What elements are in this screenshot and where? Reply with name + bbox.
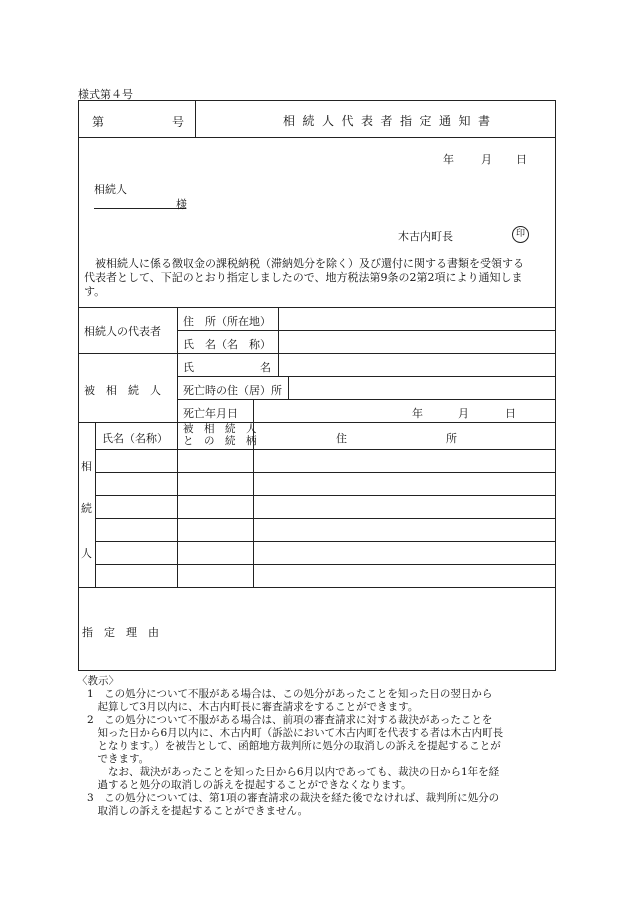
addressee-honorific: 様	[176, 198, 187, 211]
representative-name-label: 氏 名（名 称）	[183, 338, 271, 351]
death-date-month: 月	[458, 407, 469, 420]
deceased-residence-label: 死亡時の住（居）所	[183, 384, 282, 397]
heirs-label-3: 人	[81, 547, 92, 560]
heirs-col-address: 住 所	[336, 432, 457, 445]
instruction-1-line-1: 1 この処分について不服がある場合は、この処分があったことを知った日の翌日から	[87, 688, 493, 700]
death-date-year: 年	[412, 407, 423, 420]
instruction-2-line-3: となります。）を被告として、函館地方裁判所に処分の取消しの訴えを提起することが	[87, 740, 501, 752]
reason-label: 指 定 理 由	[82, 626, 159, 639]
death-date-label: 死亡年月日	[183, 407, 238, 420]
instruction-3-line-2: 取消しの訴えを提起することができません。	[87, 805, 309, 817]
representative-label: 相続人の代表者	[84, 325, 161, 338]
instructions-title: 〈教示〉	[77, 675, 119, 687]
instruction-2-line-4: できます。	[87, 753, 150, 765]
instruction-1-line-2: 起算して3月以内に、木古内町長に審査請求をすることができます。	[87, 701, 419, 713]
body-line-3: す。	[84, 285, 106, 298]
seal-mark	[512, 226, 529, 243]
instruction-2-line-6: 過すると処分の取消しの訴えを提起することができなくなります。	[87, 779, 412, 791]
instruction-2-line-1: 2 この処分について不服がある場合は、前項の審査請求に対する裁決があったことを	[87, 714, 493, 726]
number-prefix: 第	[92, 115, 105, 129]
addressee-name-line	[94, 208, 186, 209]
date-year-label: 年	[443, 153, 454, 166]
representative-address-label: 住 所（所在地）	[183, 315, 271, 328]
instruction-2-line-5: なお、裁決があったことを知った日から6月以内であっても、裁決の日から1年を経	[87, 766, 500, 778]
date-day-label: 日	[516, 153, 527, 166]
heirs-label-1: 相	[81, 460, 92, 473]
heirs-col-name: 氏名（名称）	[102, 432, 168, 445]
death-date-day: 日	[505, 407, 516, 420]
number-suffix: 号	[172, 115, 185, 129]
deceased-name-label: 氏 名	[183, 361, 271, 374]
body-line-1: 被相続人に係る徴収金の課税納税（滞納処分を除く）及び還付に関する書類を受領する	[84, 257, 524, 270]
seal-label: 印	[515, 229, 525, 239]
document-title: 相続人代表者指定通知書	[283, 114, 498, 128]
heirs-col-relation-1: 被 相 続 人	[183, 423, 257, 435]
instruction-3-line-1: 3 この処分については、第1項の審査請求の裁決を経た後でなければ、裁判所に処分の	[87, 792, 500, 804]
date-month-label: 月	[481, 153, 492, 166]
body-line-2: 代表者として、下記のとおり指定しましたので、地方税法第9条の2第2項により通知しま	[84, 271, 523, 284]
form-number: 様式第４号	[78, 88, 133, 101]
heirs-label-2: 続	[81, 502, 92, 515]
addressee-label: 相続人	[94, 183, 127, 196]
deceased-label: 被 相 続 人	[84, 384, 161, 397]
instruction-2-line-2: 知った日から6月以内に、木古内町（訴訟において木古内町を代表する者は木古内町長	[87, 727, 504, 739]
issuer-name: 木古内町長	[398, 230, 453, 243]
heirs-col-relation-2: と の 続 柄	[183, 435, 257, 447]
